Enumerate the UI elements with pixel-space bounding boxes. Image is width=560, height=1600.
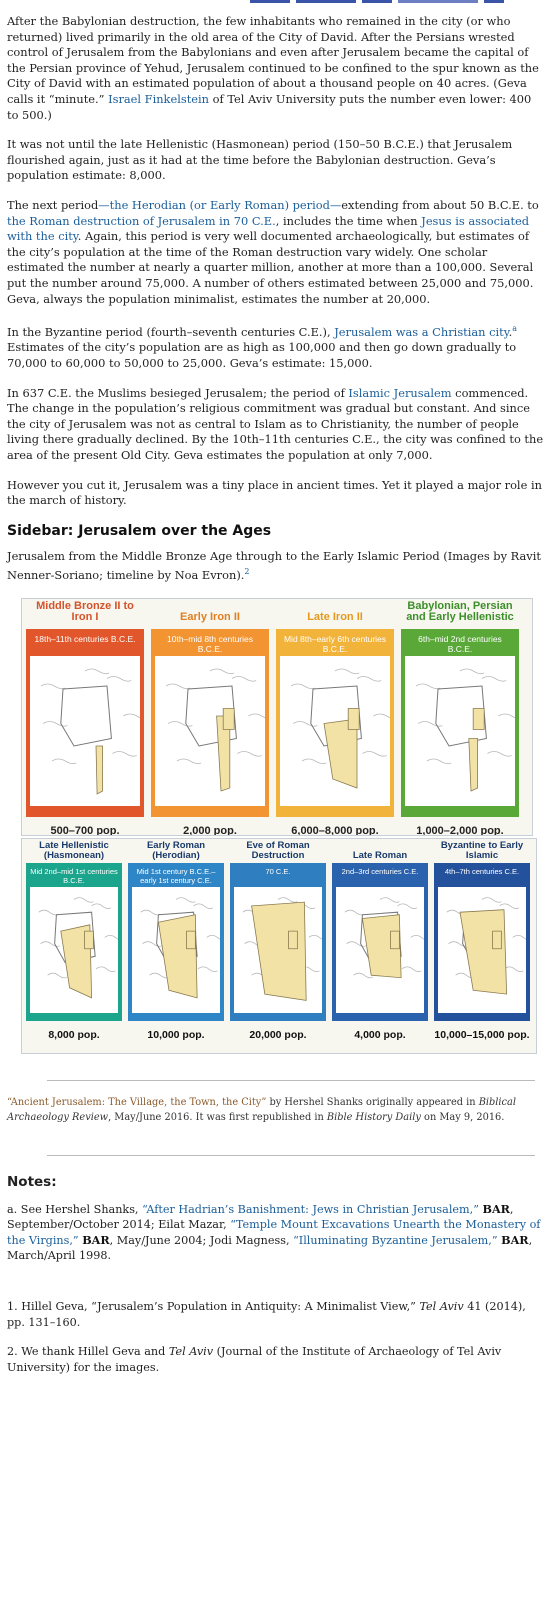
paragraph-byzantine: In the Byzantine period (fourth–seventh centuries C.E.), Jerusalem was a Christian city.$^a$ Estimates of the city’s population are as high as 100,000 and then go down gradually to 70,000 to 60,000 to 50,000 to 25,000. Geva’s estimate: 15,000. xyxy=(7,324,518,371)
period-dates: 4th–7th centuries C.E. xyxy=(444,866,520,876)
footnote-2-ref[interactable]: 2 xyxy=(244,567,250,577)
article-credit: “Ancient Jerusalem: The Village, the Town, the City” by Hershel Shanks originally appeared in Biblical Archaeology Review, May/June 2016. It was first republished in Bible History Daily on May 9, 2016. xyxy=(7,1096,517,1123)
population-label: 10,000 pop. xyxy=(147,1028,205,1041)
period-color-box xyxy=(26,629,144,817)
timeline-figure-top xyxy=(21,598,533,836)
link-islamic-jerusalem[interactable]: Islamic Jerusalem xyxy=(348,385,452,400)
period-panel xyxy=(332,839,428,1041)
period-dates: 6th–mid 2nd centuries B.C.E. xyxy=(418,633,502,654)
sidebar-caption: Jerusalem from the Middle Bronze Age through to the Early Islamic Period (Images by Ravit Nenner-Soriano; timeline by Noa Evron).$^2$ xyxy=(7,548,541,583)
period-panel xyxy=(26,839,122,1041)
population-label: 1,000–2,000 pop. xyxy=(416,824,504,836)
period-dates: 2nd–3rd centuries C.E. xyxy=(341,866,419,876)
city-map-sketch xyxy=(405,656,515,806)
map-frame xyxy=(30,656,140,806)
period-dates: 70 C.E. xyxy=(265,866,291,876)
note-2: 2. We thank Hillel Geva and Tel Aviv (Journal of the Institute of Archaeology of Tel Aviv University) for the images. xyxy=(7,1345,502,1374)
period-color-box xyxy=(26,863,122,1021)
city-map-sketch xyxy=(155,656,265,806)
city-map-sketch xyxy=(336,887,424,1013)
link-christian-city[interactable]: Jerusalem was a Christian city xyxy=(334,324,509,339)
link-temple-mount-article[interactable]: “Temple Mount Excavations Unearth the Monastery of the Virgins,” xyxy=(7,1218,541,1247)
link-byzantine-article[interactable]: “Illuminating Byzantine Jerusalem,” xyxy=(293,1233,498,1247)
period-title: Early Roman (Herodian) xyxy=(146,839,206,861)
city-map-sketch xyxy=(30,656,140,806)
period-dates: Mid 8th–early 6th centuries B.C.E. xyxy=(283,633,387,654)
map-frame xyxy=(336,887,424,1013)
link-herodian-period[interactable]: —the Herodian (or Early Roman) period— xyxy=(98,197,342,212)
population-label: 20,000 pop. xyxy=(249,1028,307,1041)
period-color-box xyxy=(151,629,269,817)
period-panel xyxy=(434,839,530,1041)
population-label: 8,000 pop. xyxy=(48,1028,100,1041)
link-israel-finkelstein[interactable]: Israel Finkelstein xyxy=(108,91,209,106)
map-frame xyxy=(155,656,265,806)
paragraph-hellenistic: It was not until the late Hellenistic (Hasmonean) period (150–50 B.C.E.) that Jerusalem flourished again, just as it had at the time before the Babylonian destruction. Geva’s population estimate: 8,000. xyxy=(7,137,513,183)
notes-heading: Notes: xyxy=(7,1173,57,1190)
period-panel xyxy=(276,599,394,836)
article-body xyxy=(7,14,545,1389)
population-label: 6,000–8,000 pop. xyxy=(291,824,379,836)
city-map-sketch xyxy=(438,887,526,1013)
period-dates: 18th–11th centuries B.C.E. xyxy=(34,633,136,644)
link-hadrian-article[interactable]: “After Hadrian’s Banishment: Jews in Christian Jerusalem,” xyxy=(142,1202,479,1216)
paragraph-babylonian: After the Babylonian destruction, the few inhabitants who remained in the city (or who returned) lived primarily in the old area of the City of David. After the Persians wrested control of Jerusalem from the Babylonians and even after Jerusalem became the capital of the Persian province of Yehud, Jerusalem continued to be confined to the spur known as the City of David with an estimated population of about a thousand people on 40 acres. (Geva calls it “minute.” Israel Finkelstein of Tel Aviv University puts the number even lower: 400 to 500.) xyxy=(7,14,539,122)
period-dates: 10th–mid 8th centuries B.C.E. xyxy=(167,633,253,654)
city-map-sketch xyxy=(30,887,118,1013)
period-title: Middle Bronze II to Iron I xyxy=(36,599,134,623)
city-map-sketch xyxy=(132,887,220,1013)
period-color-box xyxy=(401,629,519,817)
paragraph-herodian: The next period—the Herodian (or Early Roman) period—extending from about 50 B.C.E. to the Roman destruction of Jerusalem in 70 C.E., includes the time when Jesus is associated with the city. Again, this period is very well documented archaeologically, but estimates of the city’s population at the time of the Roman destruction vary widely. One scholar estimated the number at nearly a quarter million, another at more than a 100,000. Several put the number around 75,000. A number of others estimated between 25,000 and 75,000. Geva, always the population minimalist, estimates the number at 20,000. xyxy=(7,197,539,306)
top-nav-strip xyxy=(250,0,550,5)
population-label: 2,000 pop. xyxy=(183,824,237,836)
note-a: a. See Hershel Shanks, “After Hadrian’s Banishment: Jews in Christian Jerusalem,” BAR, September/October 2014; Eilat Mazar, “Temple Mount Excavations Unearth the Monastery of the Virgins,” BAR, May/June 2004; Jodi Magness, “Illuminating Byzantine Jerusalem,” BAR, March/April 1998. xyxy=(7,1201,541,1263)
population-label: 500–700 pop. xyxy=(50,824,120,836)
note-1: 1. Hillel Geva, “Jerusalem’s Population in Antiquity: A Minimalist View,” Tel Aviv 41 (2014), pp. 131–160. xyxy=(7,1300,526,1329)
divider xyxy=(47,1155,535,1156)
period-color-box xyxy=(230,863,326,1021)
link-roman-destruction[interactable]: the Roman destruction of Jerusalem in 70 C.E. xyxy=(7,213,276,228)
footnote-a-ref[interactable]: a xyxy=(512,324,518,334)
period-panel xyxy=(151,599,269,836)
map-frame xyxy=(280,656,390,806)
paragraph-islamic: In 637 C.E. the Muslims besieged Jerusalem; the period of Islamic Jerusalem commenced. The change in the population’s religious commitment was gradual but constant. And since the city of Jerusalem was not as central to Islam as to Christianity, the number of people living there gradually declined. By the 10th–11th centuries C.E., the city was confined to the area of the present Old City. Geva estimates the population at only 7,000. xyxy=(7,385,544,463)
period-title: Early Iron II xyxy=(180,610,240,623)
population-label: 10,000–15,000 pop. xyxy=(434,1028,530,1041)
map-frame xyxy=(234,887,322,1013)
period-panel xyxy=(401,599,519,836)
paragraph-conclusion: However you cut it, Jerusalem was a tiny place in ancient times. Yet it played a major role in the march of history. xyxy=(7,477,542,508)
period-title: Babylonian, Persian and Early Hellenistic xyxy=(406,599,514,623)
period-panel xyxy=(230,839,326,1041)
map-frame xyxy=(405,656,515,806)
period-panel xyxy=(128,839,224,1041)
period-title: Eve of Roman Destruction xyxy=(246,839,310,861)
period-dates: Mid 2nd–mid 1st centuries B.C.E. xyxy=(30,866,118,885)
period-color-box xyxy=(434,863,530,1021)
period-dates: Mid 1st century B.C.E.– early 1st century C.E. xyxy=(136,866,216,885)
sidebar-heading: Sidebar: Jerusalem over the Ages xyxy=(7,522,272,539)
period-color-box xyxy=(332,863,428,1021)
period-title: Late Roman xyxy=(352,849,408,861)
map-frame xyxy=(438,887,526,1013)
link-jesus-city[interactable]: Jesus is associated with the city xyxy=(7,213,530,244)
city-map-sketch xyxy=(234,887,322,1013)
divider xyxy=(47,1080,535,1081)
timeline-figure-bottom xyxy=(21,838,537,1054)
period-title: Byzantine to Early Islamic xyxy=(440,839,524,861)
map-frame xyxy=(30,887,118,1013)
period-color-box xyxy=(276,629,394,817)
period-panel xyxy=(26,599,144,836)
period-color-box xyxy=(128,863,224,1021)
period-title: Late Iron II xyxy=(307,610,363,623)
period-title: Late Hellenistic (Hasmonean) xyxy=(39,839,109,861)
map-frame xyxy=(132,887,220,1013)
city-map-sketch xyxy=(280,656,390,806)
population-label: 4,000 pop. xyxy=(354,1028,406,1041)
